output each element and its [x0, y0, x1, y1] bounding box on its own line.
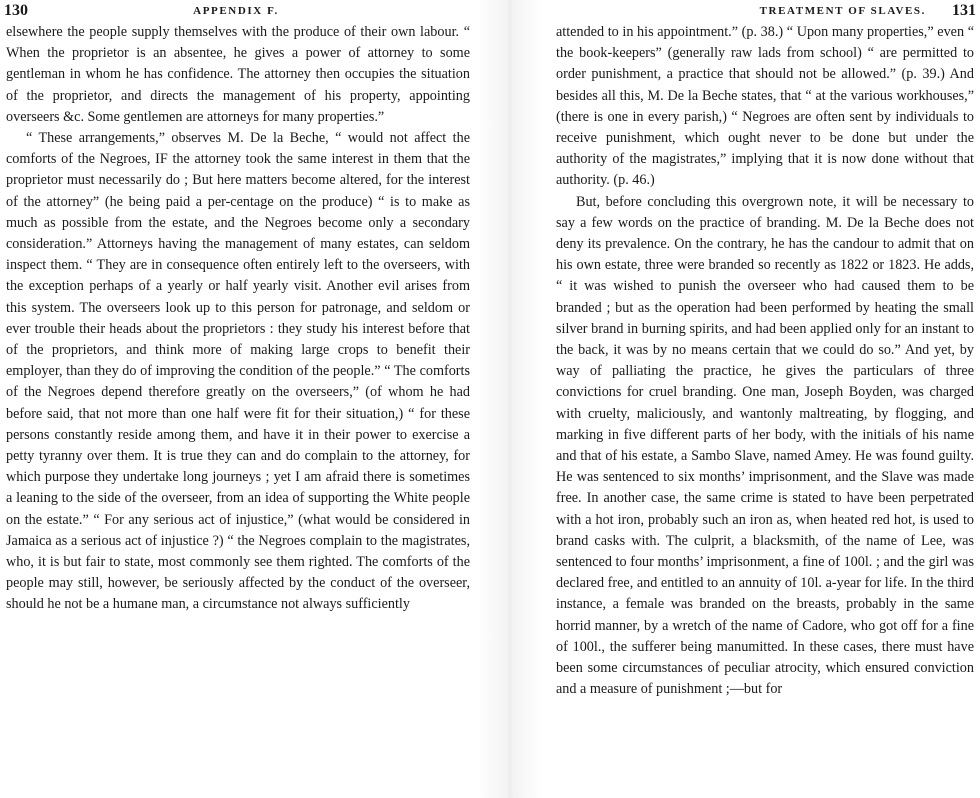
- page-number: 131: [952, 2, 976, 19]
- running-head: TREATMENT OF SLAVES.: [759, 5, 926, 17]
- right-page-header: [548, 0, 980, 20]
- left-page: [0, 0, 472, 798]
- paragraph: elsewhere the people supply themselves with the produce of their own labour. “ When the proprietor is an absentee, he gives a power of attorney to some gentleman in whom he has confidence. The attorney then occupies the situation of the proprietor, and directs the management of his property, appointing overseers &c. Some gentlemen are attorneys for many properties.”: [6, 24, 470, 125]
- left-page-body: [6, 22, 470, 616]
- paragraph: attended to in his appointment.” (p. 38.) “ Upon many properties,” even “ the book-keepers” (generally raw lads from school) “ are permitted to order punishment, a practice that should not be allowed.” (p. 39.) And besides all this, M. De la Beche states, that “ at the various workhouses,” (there is one in every parish,) “ Negroes are often sent by individuals to receive punishment, which ought never to be done but under the authority of the magistrates,” implying that it is now done without that authority. (p. 46.): [556, 24, 974, 189]
- right-page: [548, 0, 980, 798]
- paragraph: “ These arrangements,” observes M. De la Beche, “ would not affect the comforts of the Negroes, IF the attorney took the same interest in them that the proprietor must necessarily do ; But here matters become altered, for the interest of the attorney” (he being paid a per-centage on the produce) “ is to make as much as possible from the estate, and the Negroes become only a secondary consideration.” Attorneys having the management of many estates, can seldom inspect them. “ They are in consequence often entirely left to the overseers, with the exception perhaps of a yearly or half yearly visit. Another evil arises from this system. The overseers look up to this person for patronage, and seldom or ever trouble their heads about the proprietors : they study his interest before that of the proprietors, and think more of making large crops to benefit their employer, than they do of improving the condition of the people.” “ The comforts of the Negroes depend therefore greatly on the overseers,” (of whom he had before said, that not more than one half were fit for their situation,) “ for these persons constantly reside among them, and have it in their power to exercise a petty tyranny over them. It is true they can and do complain to the attorney, for which purpose they undertake long journeys ; yet I am afraid there is sometimes a leaning to the side of the overseer, from an idea of supporting the White people on the estate.” “ For any serious act of injustice,” (what would be considered in Jamaica as a serious act of injustice ?) “ the Negroes complain to the magistrates, who, it is but fair to state, most commonly see them righted. The comforts of the people may still, however, be seriously affected by the conduct of the overseer, should he not be a humane man, a circumstance not always sufficiently: [6, 130, 470, 613]
- running-head: APPENDIX F.: [193, 5, 279, 17]
- right-page-body: [556, 22, 974, 701]
- page-number: 130: [4, 2, 28, 19]
- left-page-header: [0, 0, 472, 20]
- paragraph: But, before concluding this overgrown note, it will be necessary to say a few words on the practice of branding. M. De la Beche does not deny its prevalence. On the contrary, he has the candour to admit that on his own estate, three were branded so recently as 1822 or 1823. He adds, “ it was wished to punish the overseer who had caused them to be branded ; but as the operation had been performed by heating the small silver brand in burning spirits, and had been applied only for an instant to the back, it was by no means certain that we could do so.” And yet, by way of palliating the practice, he gives the particulars of three convictions for cruel branding. One man, Joseph Boyden, was charged with cruelty, maliciously, and wantonly maltreating, by flogging, and marking in five different parts of her body, with the initials of his name and that of his estate, a Sambo Slave, named Amey. He was found guilty. He was sentenced to six months’ imprisonment, and the Slave was made free. In another case, the same crime is stated to have been perpetrated with a hot iron, probably such an iron as, when heated red hot, is used to brand casks with. The culprit, a blacksmith, of the name of Lee, was sentenced to four months’ imprisonment, a fine of 100l. ; and the girl was declared free, and entitled to an annuity of 10l. a-year for life. In the third instance, a female was branded on the breasts, probably in the same horrid manner, by a wretch of the name of Cadore, who got off for a fine of 100l., the sufferer being manumitted. In these cases, there must have been some circumstances of peculiar atrocity, which ensured conviction and a measure of punishment ;—but for: [556, 193, 974, 698]
- book-gutter: [478, 0, 542, 798]
